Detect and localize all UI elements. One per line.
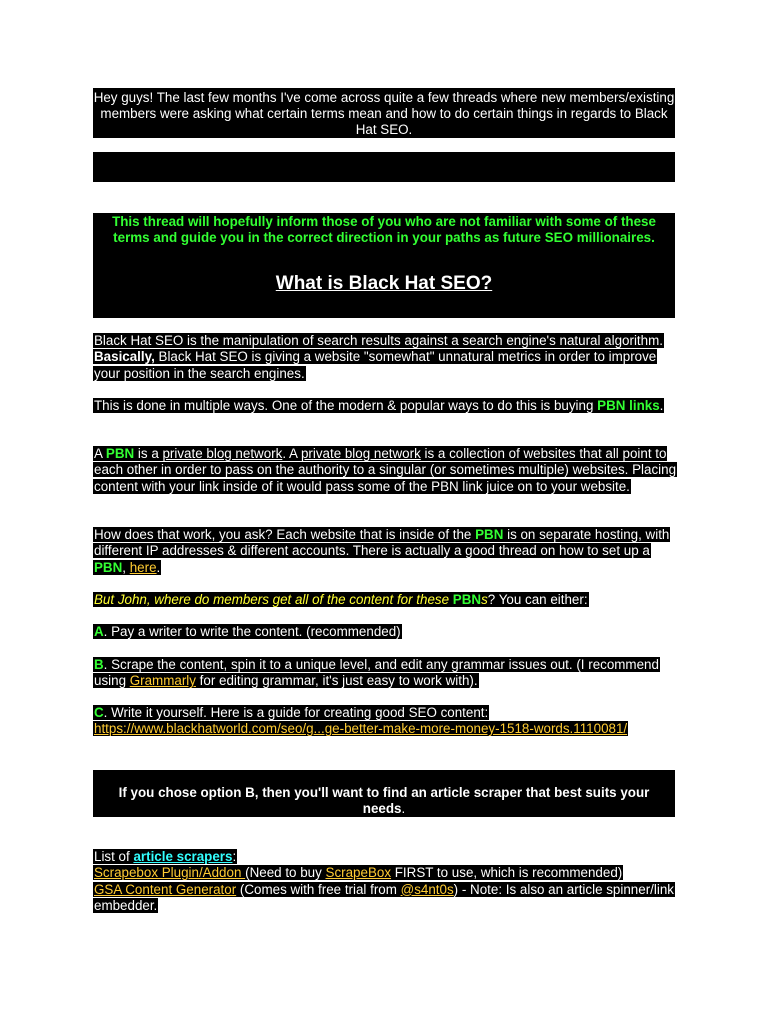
article-scrapers-link[interactable]: article scrapers bbox=[133, 849, 233, 864]
option-b-banner: If you chose option B, then you'll want to find an article scraper that best suits your needs. bbox=[93, 770, 675, 817]
paragraph-how: How does that work, you ask? Each website that is inside of the PBN is on separate hosting, with different IP addresses & different accounts. There is actually a good thread on how to set up a PBN, here. bbox=[94, 527, 670, 575]
paragraph-content-question: But John, where do members get all of the content for these PBNs? You can either: bbox=[94, 592, 588, 607]
empty-black-bar bbox=[93, 152, 675, 182]
paragraph-pbn: A PBN is a private blog network. A private blog network is a collection of websites that all point to each other in order to pass on the authority to a singular (or sometimes multiple) websites. Placing content with your link inside of it would pass some of the PBN link juice on to your website. bbox=[94, 446, 677, 494]
banner-text: This thread will hopefully inform those of you who are not familiar with some of these terms and guide you in the correct direction in your paths as future SEO millionaires. bbox=[112, 214, 656, 245]
thread-banner bbox=[93, 213, 675, 318]
private-blog-network-link[interactable]: private blog network bbox=[162, 446, 283, 461]
guide-link[interactable]: https://www.blackhatworld.com/seo/g...ge-better-make-more-money-1518-words.1110081/ bbox=[94, 721, 628, 737]
paragraph-definition: Black Hat SEO is the manipulation of search results against a search engine's natural algorithm. Basically, Black Hat SEO is giving a website "somewhat" unnatural metrics in order to improve your position in the search engines. bbox=[94, 333, 663, 381]
option-b: B. Scrape the content, spin it to a unique level, and edit any grammar issues out. (I recommend using Grammarly for editing grammar, it's just easy to work with). bbox=[94, 657, 659, 689]
grammarly-link[interactable]: Grammarly bbox=[129, 673, 196, 689]
private-blog-network-link-2[interactable]: private blog network bbox=[300, 446, 421, 461]
scraper-list: List of article scrapers: Scrapebox Plugin/Addon (Need to buy ScrapeBox FIRST to use, which is recommended) GSA Content Generator (Comes with free trial from @s4nt0s) - Note: Is also an article spinner/link embedder. bbox=[94, 849, 674, 913]
s4nt0s-link[interactable]: @s4nt0s bbox=[400, 881, 454, 897]
option-a: A. Pay a writer to write the content. (recommended) bbox=[94, 624, 401, 639]
paragraph-methods: This is done in multiple ways. One of the modern & popular ways to do this is buying PBN links. bbox=[94, 398, 664, 413]
page-title: What is Black Hat SEO? bbox=[275, 273, 493, 294]
gsa-content-generator-link[interactable]: GSA Content Generator bbox=[94, 881, 237, 897]
scrapebox-plugin-link[interactable]: Scrapebox Plugin/Addon bbox=[94, 865, 246, 881]
here-link[interactable]: here bbox=[129, 559, 157, 575]
intro-box bbox=[93, 88, 675, 138]
option-c: C. Write it yourself. Here is a guide for creating good SEO content: https://www.blackhatworld.com/seo/g...ge-better-make-more-money-1518-words.1110081/ bbox=[94, 705, 628, 737]
scrapebox-link[interactable]: ScrapeBox bbox=[325, 865, 392, 881]
intro-text: Hey guys! The last few months I've come across quite a few threads where new members/existing members were asking what certain terms mean and how to do certain things in regards to Black Hat SEO. bbox=[93, 90, 675, 137]
